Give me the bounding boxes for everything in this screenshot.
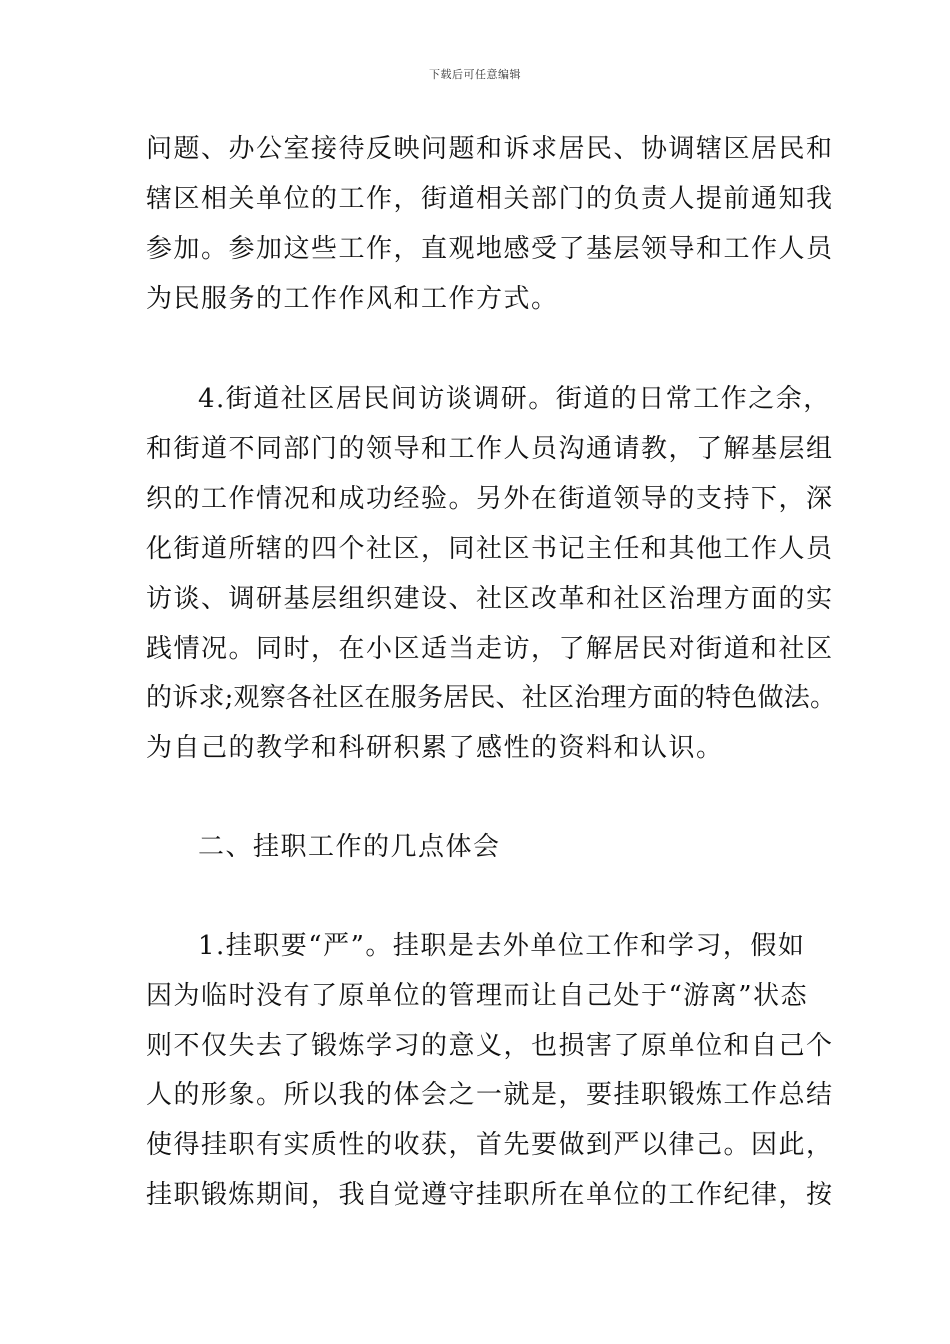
- text-line: 为自己的教学和科研积累了感性的资料和认识。: [146, 733, 724, 763]
- text-line: 和街道不同部门的领导和工作人员沟通请教，了解基层组: [146, 434, 834, 464]
- text-line: 挂职锻炼期间，我自觉遵守挂职所在单位的工作纪律，按: [146, 1180, 834, 1210]
- text-line: 的诉求;观察各社区在服务居民、社区治理方面的特色做法。: [146, 683, 837, 713]
- text-line: 辖区相关单位的工作，街道相关部门的负责人提前通知我: [146, 184, 834, 214]
- text-line: 4.街道社区居民间访谈调研。街道的日常工作之余，: [198, 384, 831, 414]
- text-line: 人的形象。所以我的体会之一就是，要挂职锻炼工作总结: [146, 1080, 834, 1110]
- text-line: 则不仅失去了锻炼学习的意义，也损害了原单位和自己个: [146, 1031, 834, 1061]
- text-line: 1.挂职要“严”。挂职是去外单位工作和学习，假如: [198, 931, 806, 961]
- page-header: 下载后可任意编辑: [429, 68, 521, 81]
- section-heading: 二、挂职工作的几点体会: [198, 832, 501, 862]
- text-line: 因为临时没有了原单位的管理而让自己处于“游离”状态: [146, 981, 809, 1011]
- text-line: 问题、办公室接待反映问题和诉求居民、协调辖区居民和: [146, 134, 834, 164]
- text-line: 参加。参加这些工作，直观地感受了基层领导和工作人员: [146, 234, 834, 264]
- text-line: 访谈、调研基层组织建设、社区改革和社区治理方面的实: [146, 584, 834, 614]
- text-line: 使得挂职有实质性的收获，首先要做到严以律己。因此，: [146, 1130, 834, 1160]
- text-line: 践情况。同时，在小区适当走访，了解居民对街道和社区: [146, 634, 834, 664]
- text-line: 织的工作情况和成功经验。另外在街道领导的支持下，深: [146, 484, 834, 514]
- text-line: 为民服务的工作作风和工作方式。: [146, 284, 559, 314]
- text-line: 化街道所辖的四个社区，同社区书记主任和其他工作人员: [146, 534, 834, 564]
